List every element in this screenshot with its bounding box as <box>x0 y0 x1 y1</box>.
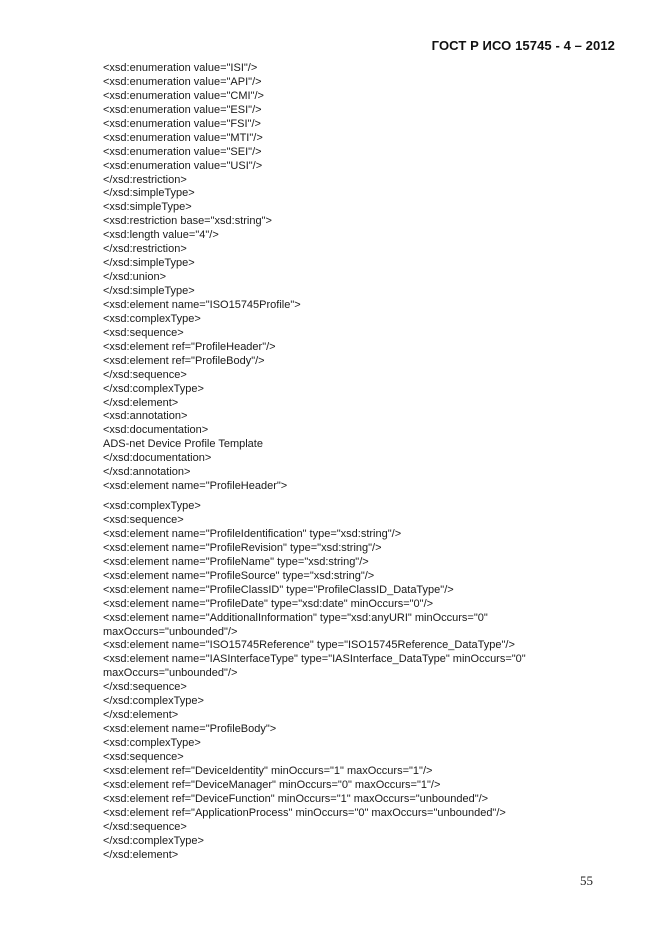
code-line: maxOccurs="unbounded"/> <box>103 667 238 680</box>
code-line: <xsd:annotation> <box>103 410 188 423</box>
code-line: <xsd:element name="ProfileIdentification" type="xsd:string"/> <box>103 527 402 540</box>
code-line: <xsd:element name="ProfileRevision" type="xsd:string"/> <box>103 541 382 554</box>
code-line: </xsd:complexType> <box>103 695 204 708</box>
code-line: <xsd:simpleType> <box>103 201 192 214</box>
code-line: <xsd:enumeration value="CMI"/> <box>103 89 264 102</box>
code-line: <xsd:sequence> <box>103 326 184 339</box>
code-line: <xsd:complexType> <box>103 500 201 513</box>
code-line: </xsd:restriction> <box>103 243 187 256</box>
code-line: </xsd:annotation> <box>103 466 191 479</box>
code-line: <xsd:enumeration value="FSI"/> <box>103 117 261 130</box>
code-line: <xsd:enumeration value="USI"/> <box>103 159 263 172</box>
code-line: </xsd:sequence> <box>103 368 187 381</box>
code-line: <xsd:element name="ProfileName" type="xsd:string"/> <box>103 555 369 568</box>
code-line: <xsd:element ref="DeviceManager" minOccurs="0" maxOccurs="1"/> <box>103 778 441 791</box>
code-line: <xsd:element name="AdditionalInformation" type="xsd:anyURI" minOccurs="0" <box>103 611 488 624</box>
code-line: </xsd:complexType> <box>103 834 204 847</box>
code-line: <xsd:element ref="ProfileBody"/> <box>103 354 265 367</box>
code-line: </xsd:documentation> <box>103 452 212 465</box>
code-line: <xsd:enumeration value="MTI"/> <box>103 131 263 144</box>
code-line: <xsd:element ref="ApplicationProcess" minOccurs="0" maxOccurs="unbounded"/> <box>103 806 506 819</box>
code-line: <xsd:enumeration value="SEI"/> <box>103 145 262 158</box>
code-line: <xsd:element name="ProfileHeader"> <box>103 480 288 493</box>
code-line: <xsd:element name="ProfileDate" type="xsd:date" minOccurs="0"/> <box>103 597 434 610</box>
code-line: </xsd:simpleType> <box>103 187 195 200</box>
code-line: <xsd:element name="ProfileClassID" type="ProfileClassID_DataType"/> <box>103 583 454 596</box>
code-line: </xsd:element> <box>103 396 179 409</box>
code-line: </xsd:complexType> <box>103 382 204 395</box>
code-line: <xsd:element ref="ProfileHeader"/> <box>103 340 276 353</box>
code-line: </xsd:sequence> <box>103 820 187 833</box>
code-line: ADS-net Device Profile Template <box>103 438 263 451</box>
code-line: <xsd:element ref="DeviceFunction" minOccurs="1" maxOccurs="unbounded"/> <box>103 792 489 805</box>
code-line: <xsd:complexType> <box>103 737 201 749</box>
code-line: </xsd:restriction> <box>103 173 187 186</box>
code-line: </xsd:sequence> <box>103 681 187 694</box>
code-line: <xsd:sequence> <box>103 750 184 763</box>
standard-header: ГОСТ Р ИСО 15745 - 4 – 2012 <box>431 38 615 53</box>
code-line: <xsd:enumeration value="API"/> <box>103 75 262 88</box>
code-line: <xsd:enumeration value="ISI"/> <box>103 62 258 74</box>
code-line: <xsd:length value="4"/> <box>103 229 219 242</box>
code-line: <xsd:restriction base="xsd:string"> <box>103 215 272 228</box>
code-line: <xsd:element name="ProfileSource" type="xsd:string"/> <box>103 569 375 582</box>
code-line: <xsd:element name="IASInterfaceType" type="IASInterface_DataType" minOccurs="0" <box>103 653 526 666</box>
code-line: <xsd:documentation> <box>103 424 209 437</box>
code-line: <xsd:element name="ISO15745Reference" type="ISO15745Reference_DataType"/> <box>103 639 515 652</box>
code-line: <xsd:element name="ISO15745Profile"> <box>103 298 301 311</box>
xsd-code-listing <box>103 62 526 862</box>
code-line: <xsd:element ref="DeviceIdentity" minOccurs="1" maxOccurs="1"/> <box>103 764 433 777</box>
code-line: <xsd:complexType> <box>103 312 201 325</box>
code-line: </xsd:simpleType> <box>103 257 195 270</box>
code-line: </xsd:union> <box>103 271 166 284</box>
code-line: </xsd:element> <box>103 848 179 861</box>
code-line: <xsd:sequence> <box>103 514 184 526</box>
code-line: </xsd:simpleType> <box>103 285 195 297</box>
code-line: </xsd:element> <box>103 709 179 722</box>
page-number: 55 <box>580 873 593 888</box>
code-line: <xsd:element name="ProfileBody"> <box>103 723 277 736</box>
code-line: maxOccurs="unbounded"/> <box>103 625 238 638</box>
code-line: <xsd:enumeration value="ESI"/> <box>103 103 262 116</box>
